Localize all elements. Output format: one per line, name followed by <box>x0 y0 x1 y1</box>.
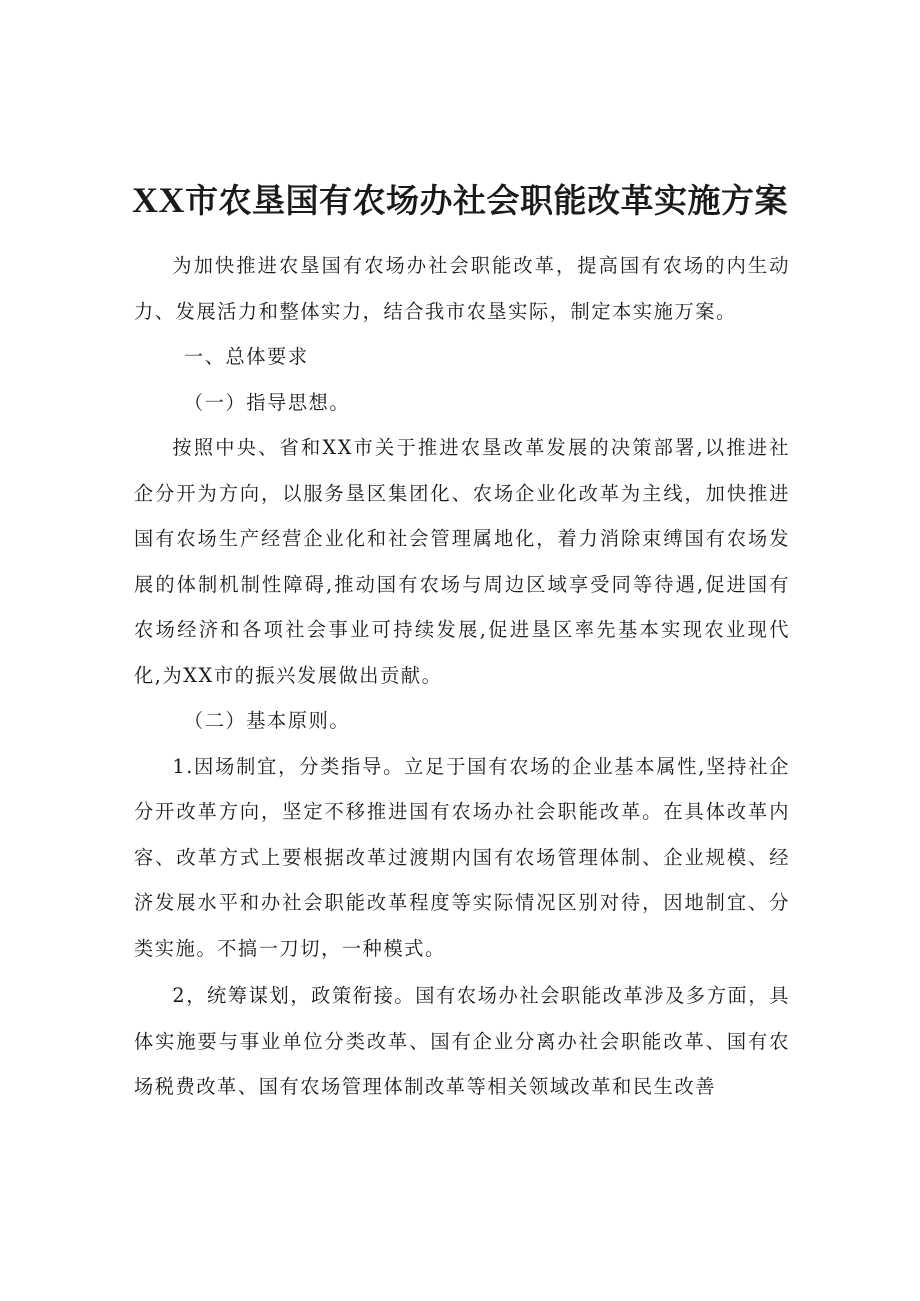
intro-paragraph: 为加快推进农垦国有农场办社会职能改革，提高国有农场的内生动力、发展活力和整体实力，结合我市农垦实际，制定本实施万案。 <box>134 254 790 323</box>
section-heading-general-requirements: 一、总体要求 <box>183 345 309 368</box>
guiding-ideology-paragraph: 按照中央、省和XX市关于推进农垦改革发展的决策部署,以推进社企分开为方向，以服务垦区集团化、农场企业化改革为主线，加快推进国有农场生产经营企业化和社会管理属地化，着力消除束缚国有农场发展的体制机制性障碍,推动国有农场与周边区域享受同等待遇,促进国有农场经济和各项社会事业可持续发展,促进垦区率先基本实现农业现代化,为XX市的振兴发展做出贡献。 <box>134 436 790 687</box>
title-main: 市农垦国有农场办社会职能改革实施方案 <box>185 181 788 220</box>
principle-1-paragraph: 1.因场制宜，分类指导。立足于国有农场的企业基本属性,坚持社企分开改革方向，坚定不移推进国有农场办社会职能改革。在具体改革内容、改革方式上要根据改革过渡期内国有农场管理体制、企业规模、经济发展水平和办社会职能改革程度等实际情况区别对待，因地制宜、分类实施。不搞一刀切，一种模式。 <box>134 754 790 960</box>
document-body <box>134 243 790 1110</box>
title-prefix: XX <box>132 180 185 220</box>
document-title <box>0 178 920 223</box>
subsection-heading-basic-principles: （二）基本原则。 <box>183 709 351 732</box>
principle-2-paragraph: 2，统筹谋划，政策衔接。国有农场办社会职能改革涉及多方面，具体实施要与事业单位分类改革、国有企业分离办社会职能改革、国有农场税费改革、国有农场管理体制改革等相关领域改革和民生改善 <box>134 984 790 1098</box>
subsection-heading-guiding-ideology: （一）指导思想。 <box>183 390 351 414</box>
